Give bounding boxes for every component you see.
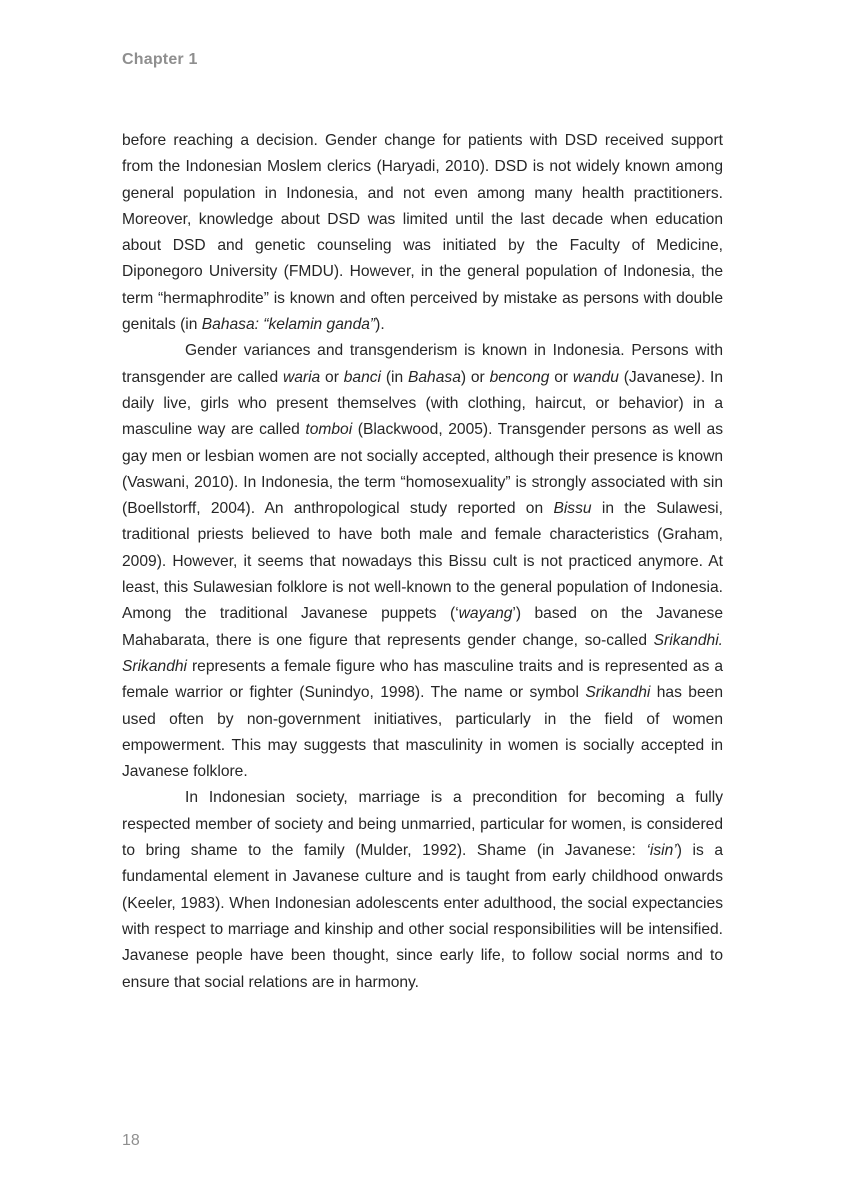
running-head	[122, 51, 198, 69]
text-run: represents a female figure who has masculine traits and is represented as a female warrior or fighter (Sunindyo, 1998). The name or symbol	[122, 657, 723, 702]
text-run: has been used often by non-government initiatives, particularly in the field of women empowerment. This may suggests that masculinity in women is socially accepted in Javanese folklore.	[122, 684, 724, 781]
paragraph	[122, 338, 723, 785]
text-run: or	[549, 368, 573, 386]
text-run: (in	[381, 368, 408, 386]
body-text	[122, 128, 723, 996]
italic-text-run: waria	[282, 368, 321, 386]
page-footer	[122, 1132, 140, 1150]
italic-text-run: Srikandhi. Srikandhi	[122, 631, 723, 675]
italic-text-run: bencong	[489, 368, 550, 386]
chapter-label: Chapter 1	[122, 51, 198, 68]
italic-text-run: tomboi	[305, 421, 353, 439]
text-run: or	[320, 368, 344, 386]
text-run: ’) based on the Javanese Mahabarata, there is one figure that represents gender change, so-called	[122, 605, 723, 649]
italic-text-run: ‘isin’	[646, 842, 677, 860]
italic-text-run: Srikandhi	[585, 684, 651, 702]
italic-text-run: banci	[343, 368, 382, 386]
page-number: 18	[122, 1132, 140, 1149]
text-run: ) or	[460, 368, 490, 386]
text-run: ).	[375, 316, 385, 334]
italic-text-run: wandu	[572, 368, 619, 386]
text-run: Gender variances and transgenderism is known in Indonesia. Persons with transgender are called	[122, 342, 723, 386]
italic-text-run: Bahasa	[407, 368, 461, 386]
text-run: (Javanese	[618, 368, 696, 386]
text-run: (Blackwood, 2005). Transgender persons as well as gay men or lesbian women are not socially accepted, although their presence is known (Vaswani, 2010). In Indonesia, the term “homosexuality” is strongly associated with sin (Boellstorff, 2004). An anthropological study reported on	[122, 421, 723, 518]
italic-text-run: Bahasa: “kelamin ganda”	[201, 316, 376, 334]
text-run: before reaching a decision. Gender change for patients with DSD received support from the Indonesian Moslem clerics (Haryadi, 2010). DSD is not widely known among general population in Indonesia, and not even among many health practitioners. Moreover, knowledge about DSD was limited until the last decade when education about DSD and genetic counseling was initiated by the Faculty of Medicine, Diponegoro University (FMDU). However, in the general population of Indonesia, the term “hermaphrodite” is known and often perceived by mistake as persons with double genitals (in	[122, 132, 723, 334]
text-run: . In daily live, girls who present themselves (with clothing, haircut, or behavior) in a masculine way are called	[122, 368, 723, 439]
text-run: in the Sulawesi, traditional priests believed to have both male and female characteristics (Graham, 2009). However, it seems that nowadays this Bissu cult is not practiced anymore. At least, this Sulawesian folklore is not well-known to the general population of Indonesia. Among the traditional Javanese puppets (‘	[122, 500, 723, 623]
italic-text-run: )	[695, 368, 701, 386]
italic-text-run: Bissu	[553, 500, 592, 518]
paragraph	[122, 785, 723, 995]
text-run: ) is a fundamental element in Javanese culture and is taught from early childhood onwards (Keeler, 1983). When Indonesian adolescents enter adulthood, the social expectancies with respect to marriage and kinship and other social responsibilities will be intensified. Javanese people have been thought, since early life, to follow social norms and to ensure that social relations are in harmony.	[122, 842, 723, 991]
text-run: In Indonesian society, marriage is a precondition for becoming a fully respected member of society and being unmarried, particular for women, is considered to bring shame to the family (Mulder, 1992). Shame (in Javanese:	[122, 789, 723, 860]
italic-text-run: wayang	[458, 605, 513, 623]
paragraph	[122, 128, 723, 338]
